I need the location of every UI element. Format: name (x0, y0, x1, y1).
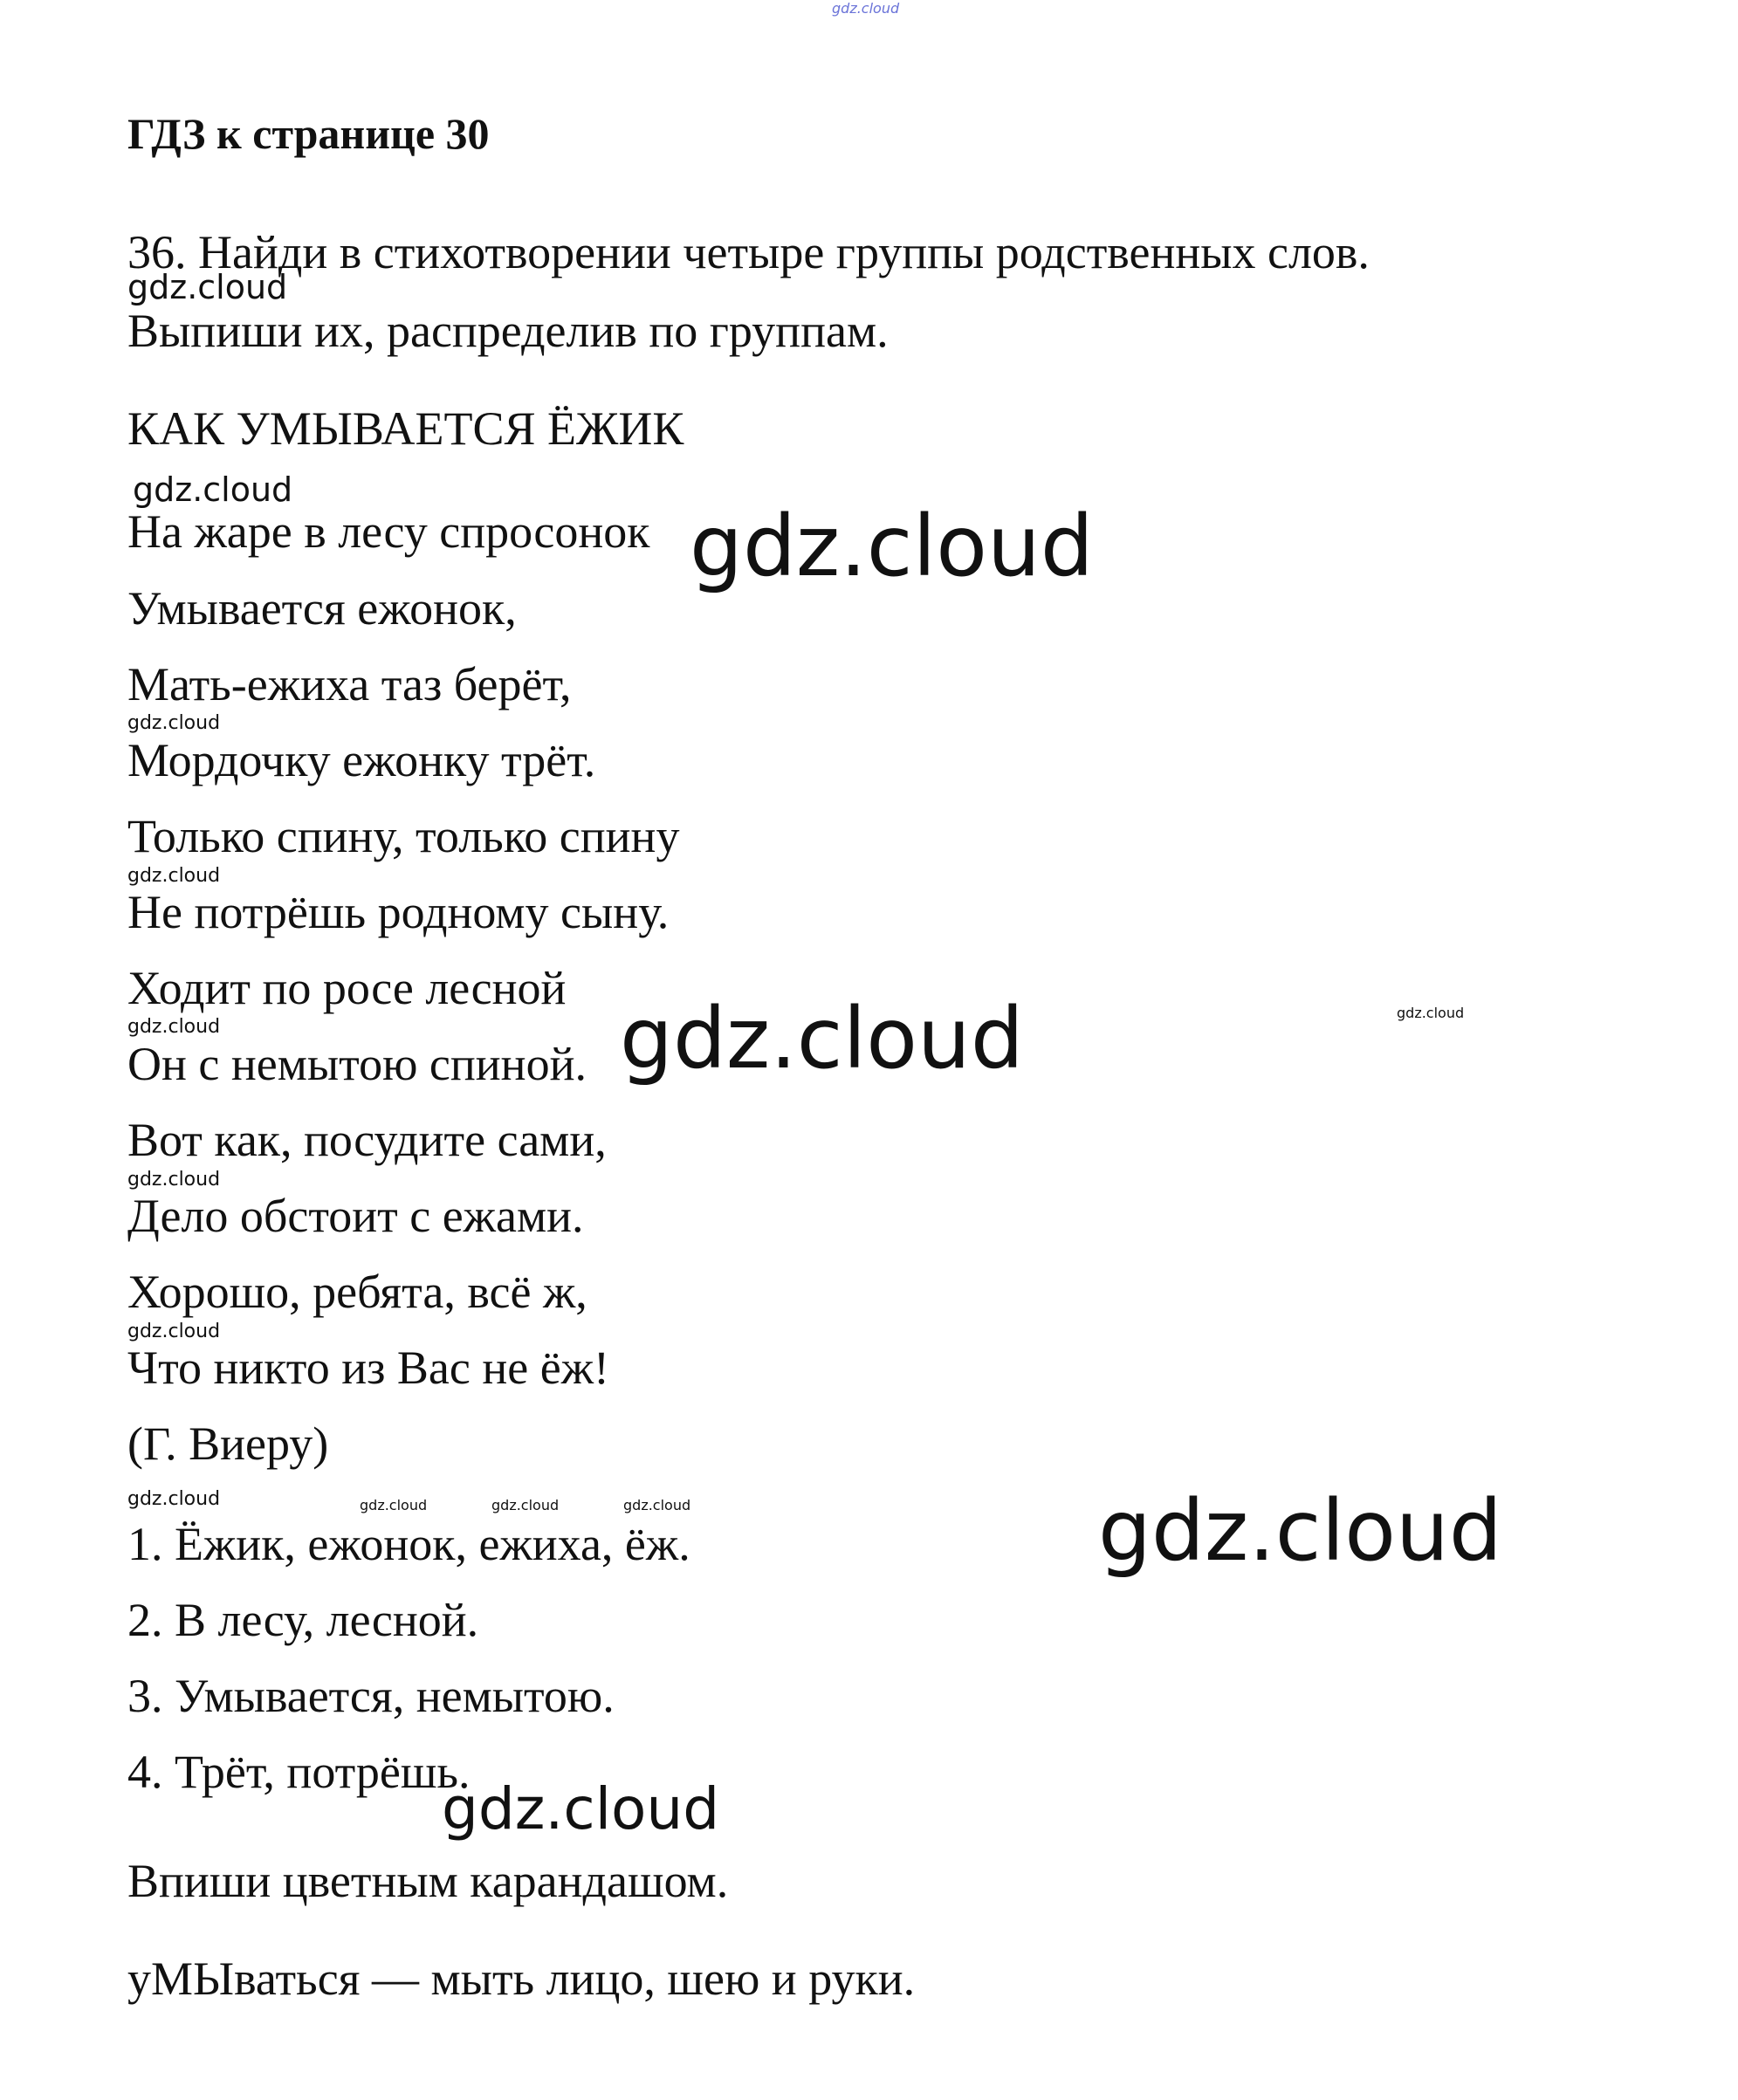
poem-line: Мать-ежиха таз берёт, (127, 658, 572, 710)
instruction-text: Впиши цветным карандашом. (127, 1855, 729, 1907)
page-heading: ГДЗ к странице 30 (127, 109, 490, 158)
watermark-tiny: gdz.cloud (623, 1497, 691, 1513)
poem-line: Мордочку ежонку трёт. (127, 734, 596, 786)
watermark-large-2: gdz.cloud (620, 990, 1024, 1088)
poem-line: Что никто из Вас не ёж! (127, 1342, 609, 1394)
task-line-2: Выпиши их, распределив по группам. (127, 305, 889, 357)
watermark-poem-1: gdz.cloud (133, 470, 293, 509)
watermark-tiny: gdz.cloud (1397, 1005, 1465, 1021)
poem-line: Только спину, только спину (127, 810, 680, 862)
poem-title: КАК УМЫВАЕТСЯ ЁЖИК (127, 402, 684, 455)
poem-line: Дело обстоит с ежами. (127, 1190, 584, 1242)
poem-line: Он с немытою спиной. (127, 1038, 587, 1090)
watermark-small: gdz.cloud (127, 712, 221, 734)
watermark-medium: gdz.cloud (442, 1775, 720, 1843)
watermark-small: gdz.cloud (127, 1016, 221, 1038)
watermark-top: gdz.cloud (832, 0, 900, 17)
answer-line: 2. В лесу, лесной. (127, 1594, 479, 1646)
answer-line: 3. Умывается, немытою. (127, 1670, 615, 1722)
watermark-large-1: gdz.cloud (690, 498, 1094, 595)
poem-author: (Г. Виеру) (127, 1417, 329, 1470)
poem-line: Не потрёшь родному сыну. (127, 886, 670, 938)
poem-line: Умывается ежонок, (127, 582, 517, 635)
watermark-tiny: gdz.cloud (491, 1497, 560, 1513)
poem-line: Хорошо, ребята, всё ж, (127, 1266, 587, 1318)
poem-line: Ходит по росе лесной (127, 962, 567, 1014)
watermark-task: gdz.cloud (127, 268, 288, 306)
definition-text: уМЫваться — мыть лицо, шею и руки. (127, 1952, 916, 2005)
watermark-tiny: gdz.cloud (360, 1497, 428, 1513)
poem-line: Вот как, посудите сами, (127, 1114, 607, 1166)
watermark-small: gdz.cloud (127, 1321, 221, 1342)
task-line-1: 36. Найди в стихотворении четыре группы родственных слов. (127, 226, 1370, 278)
watermark-small: gdz.cloud (127, 865, 221, 887)
watermark-small: gdz.cloud (127, 1488, 221, 1510)
answer-line: 4. Трёт, потрёшь. (127, 1746, 471, 1798)
watermark-small: gdz.cloud (127, 1169, 221, 1191)
answer-line: 1. Ёжик, ежонок, ежиха, ёж. (127, 1518, 690, 1570)
watermark-large-3: gdz.cloud (1098, 1482, 1502, 1580)
poem-line: На жаре в лесу спросонок (127, 505, 650, 558)
